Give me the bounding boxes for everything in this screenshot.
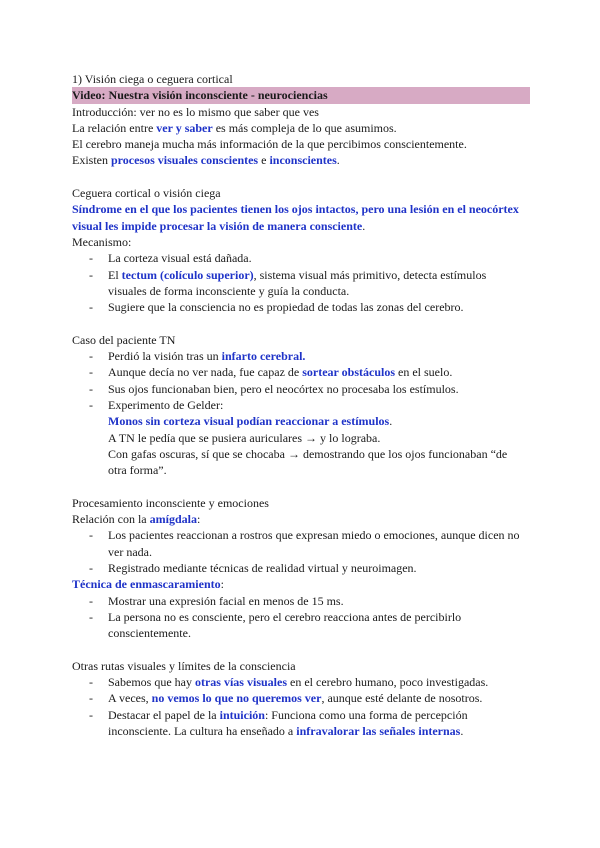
video-banner: Video: Nuestra visión inconsciente - neurociencias bbox=[72, 87, 530, 103]
list-item bbox=[72, 560, 528, 576]
text-span: : Funciona como una forma de percepción bbox=[264, 707, 468, 722]
section-heading-procesamiento: Procesamiento inconsciente y emociones bbox=[72, 495, 269, 510]
document-content bbox=[72, 71, 528, 739]
spacer bbox=[72, 315, 528, 331]
list-item bbox=[72, 609, 528, 642]
list-item bbox=[72, 690, 528, 706]
list-item bbox=[72, 397, 528, 478]
tecnica-list bbox=[72, 593, 528, 642]
page-title: 1) Visión ciega o ceguera cortical bbox=[72, 72, 233, 86]
text-span: Destacar el papel de la bbox=[108, 707, 220, 722]
otras-list bbox=[72, 674, 528, 739]
highlight-term: otras vías visuales bbox=[194, 674, 287, 689]
list-item bbox=[72, 299, 528, 315]
bullet-dash: - bbox=[89, 381, 93, 396]
bullet-dash: - bbox=[89, 300, 93, 315]
list-item bbox=[72, 381, 528, 397]
text-span: : bbox=[196, 512, 201, 527]
text-span: : bbox=[220, 577, 224, 592]
text-span: visuales de forma inconsciente y guía la conducta. bbox=[108, 283, 350, 298]
bullet-dash: - bbox=[89, 251, 93, 266]
list-item bbox=[72, 267, 528, 300]
text-span: El bbox=[108, 267, 122, 282]
text-span: La corteza visual está dañada. bbox=[108, 251, 252, 266]
text-span: Existen bbox=[72, 153, 111, 168]
bullet-dash: - bbox=[89, 593, 93, 608]
text-span: La relación entre bbox=[72, 120, 157, 135]
highlight-term: procesos visuales conscientes bbox=[111, 153, 259, 168]
section-heading-otras: Otras rutas visuales y límites de la consciencia bbox=[72, 658, 296, 673]
ceguera-definition bbox=[72, 201, 528, 234]
highlight-term: amígdala bbox=[149, 512, 197, 527]
spacer bbox=[72, 478, 528, 494]
intro-line-2 bbox=[72, 120, 528, 136]
text-span: conscientemente. bbox=[108, 626, 191, 641]
intro-line-3: El cerebro maneja mucha más información de la que percibimos conscientemente. bbox=[72, 137, 467, 152]
text-span: La persona no es consciente, pero el cerebro reacciona antes de percibirlo bbox=[108, 609, 462, 624]
mechanism-label: Mecanismo: bbox=[72, 234, 132, 249]
tn-list bbox=[72, 348, 528, 478]
highlight-term: tectum (colículo superior) bbox=[121, 267, 254, 282]
tecnica-line bbox=[72, 576, 528, 592]
amigdala-list bbox=[72, 527, 528, 576]
text-span: Registrado mediante técnicas de realidad virtual y neuroimagen. bbox=[108, 560, 417, 575]
highlight-term: no vemos lo que no queremos ver bbox=[151, 691, 322, 706]
intro-line-4 bbox=[72, 152, 528, 168]
section-heading-ceguera: Ceguera cortical o visión ciega bbox=[72, 186, 221, 201]
text-span: Los pacientes reaccionan a rostros que expresan miedo o emociones, aunque dicen no bbox=[108, 528, 520, 543]
text-span: Experimento de Gelder: bbox=[108, 397, 224, 412]
text-span: Sabemos que hay bbox=[108, 674, 195, 689]
bullet-dash: - bbox=[89, 267, 93, 282]
text-span: ver nada. bbox=[108, 544, 152, 559]
text-span: . bbox=[302, 349, 306, 364]
text-span: en el suelo. bbox=[395, 365, 453, 380]
highlight-term: sortear obstáculos bbox=[302, 365, 396, 380]
list-item bbox=[72, 250, 528, 266]
list-item bbox=[72, 364, 528, 380]
list-item bbox=[72, 348, 528, 364]
text-span: inconsciente. La cultura ha enseñado a bbox=[108, 723, 297, 738]
text-span: . bbox=[336, 153, 340, 168]
list-item bbox=[72, 674, 528, 690]
text-span: Relación con la bbox=[72, 512, 150, 527]
text-span: A veces, bbox=[108, 691, 152, 706]
bullet-dash: - bbox=[89, 609, 93, 624]
bullet-dash: - bbox=[89, 691, 93, 706]
bullet-dash: - bbox=[89, 349, 93, 364]
bullet-dash: - bbox=[89, 674, 93, 689]
bullet-dash: - bbox=[89, 365, 93, 380]
sub-line bbox=[108, 723, 528, 739]
text-span: , aunque esté delante de nosotros. bbox=[321, 691, 483, 706]
text-span: Sus ojos funcionaban bien, pero el neocórtex no procesaba los estímulos. bbox=[108, 381, 459, 396]
text-span: . bbox=[460, 723, 464, 738]
highlight-term: intuición bbox=[219, 707, 265, 722]
sub-line: Con gafas oscuras, sí que se chocaba → demostrando que los ojos funcionaban “de bbox=[108, 446, 508, 461]
spacer bbox=[72, 169, 528, 185]
highlight-term: ver y saber bbox=[156, 120, 213, 135]
text-span: en el cerebro humano, poco investigadas. bbox=[287, 674, 489, 689]
section-heading-tn: Caso del paciente TN bbox=[72, 332, 176, 347]
bullet-dash: - bbox=[89, 397, 93, 412]
list-item bbox=[72, 593, 528, 609]
text-span: e bbox=[258, 153, 270, 168]
text-span: Mostrar una expresión facial en menos de 15 ms. bbox=[108, 593, 344, 608]
list-item bbox=[72, 527, 528, 560]
amigdala-line bbox=[72, 511, 528, 527]
text-span: Aunque decía no ver nada, fue capaz de bbox=[108, 365, 303, 380]
text-span: , sistema visual más primitivo, detecta estímulos bbox=[253, 267, 487, 282]
bullet-dash: - bbox=[89, 707, 93, 722]
mechanism-list bbox=[72, 250, 528, 315]
highlight-term: infravalorar las señales internas bbox=[296, 723, 461, 738]
highlight-term: Síndrome en el que los pacientes tienen los ojos intactos, pero una lesión en el neocórtex visual les impide procesar la visión de manera consciente bbox=[72, 202, 519, 233]
text-span: Perdió la visión tras un bbox=[108, 349, 222, 364]
sub-line: A TN le pedía que se pusiera auriculares → y lo lograba. bbox=[108, 430, 381, 445]
highlight-term: Monos sin corteza visual podían reaccionar a estímulos bbox=[108, 414, 390, 429]
spacer bbox=[72, 641, 528, 657]
text-span: . bbox=[362, 218, 366, 233]
highlight-term: Técnica de enmascaramiento bbox=[72, 577, 221, 592]
text-span: es más compleja de lo que asumimos. bbox=[212, 120, 397, 135]
sub-line: otra forma”. bbox=[108, 463, 167, 478]
intro-line-1: Introducción: ver no es lo mismo que saber que ves bbox=[72, 104, 319, 119]
highlight-term: inconscientes bbox=[269, 153, 337, 168]
highlight-term: infarto cerebral bbox=[221, 349, 303, 364]
sub-line bbox=[108, 413, 528, 429]
text-span: . bbox=[389, 414, 393, 429]
bullet-dash: - bbox=[89, 560, 93, 575]
bullet-dash: - bbox=[89, 528, 93, 543]
list-item bbox=[72, 707, 528, 740]
text-span: Sugiere que la consciencia no es propiedad de todas las zonas del cerebro. bbox=[108, 300, 464, 315]
